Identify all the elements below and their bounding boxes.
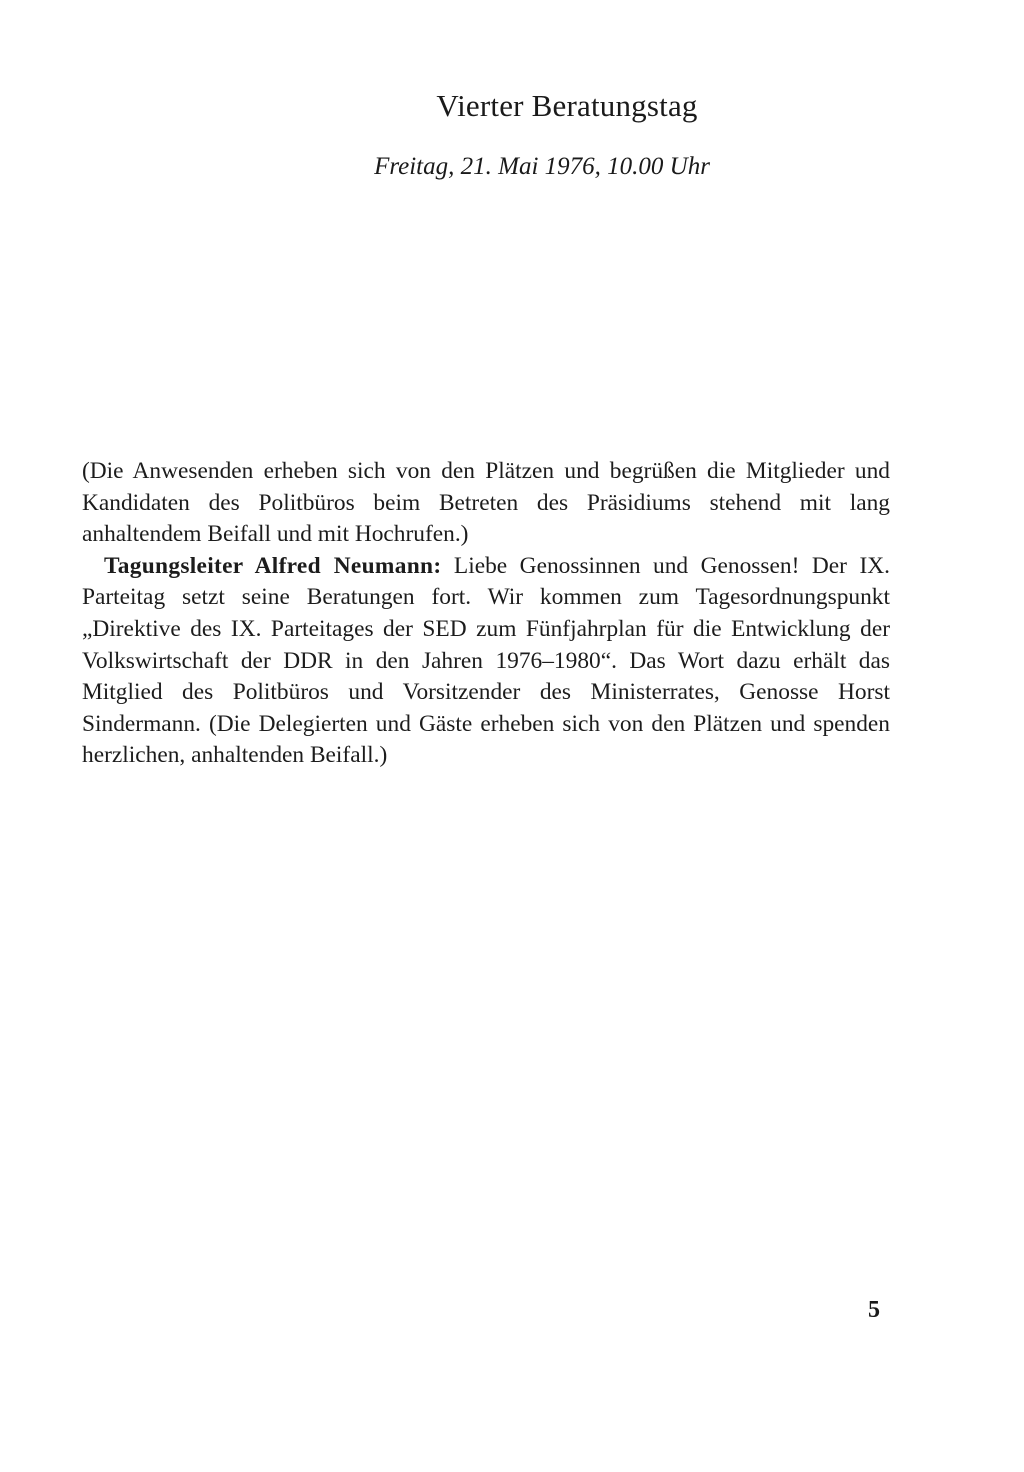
speaker-name: Tagungsleiter Alfred Neumann:	[104, 552, 442, 579]
speech-paragraph	[82, 551, 890, 772]
body-text	[82, 456, 890, 772]
stage-direction-paragraph: (Die Anwesenden erheben sich von den Plätzen und begrüßen die Mitglieder und Kandidaten des Politbüros beim Betreten des Präsidiums stehend mit lang anhaltendem Beifall und mit Hochrufen.)	[82, 458, 890, 548]
page-number: 5	[868, 1297, 880, 1323]
speech-text: Liebe Genossinnen und Genossen! Der IX. Parteitag setzt seine Beratungen fort. Wir kommen zum Tagesordnungspunkt „Direktive des IX. Parteitages der SED zum Fünfjahrplan für die Entwicklung der Volkswirtschaft der DDR in den Jahren 1976–1980“. Das Wort dazu erhält das Mitglied des Politbüros und Vorsitzender des Ministerrates, Genosse Horst Sindermann. (Die Delegierten und Gäste erheben sich von den Plätzen und spenden herzlichen, anhaltenden Beifall.)	[82, 552, 890, 769]
session-date	[0, 153, 1024, 181]
session-date-text: Freitag, 21. Mai 1976, 10.00 Uhr	[374, 153, 710, 180]
page-title	[0, 88, 1024, 124]
page-title-text: Vierter Beratungstag	[436, 88, 698, 123]
